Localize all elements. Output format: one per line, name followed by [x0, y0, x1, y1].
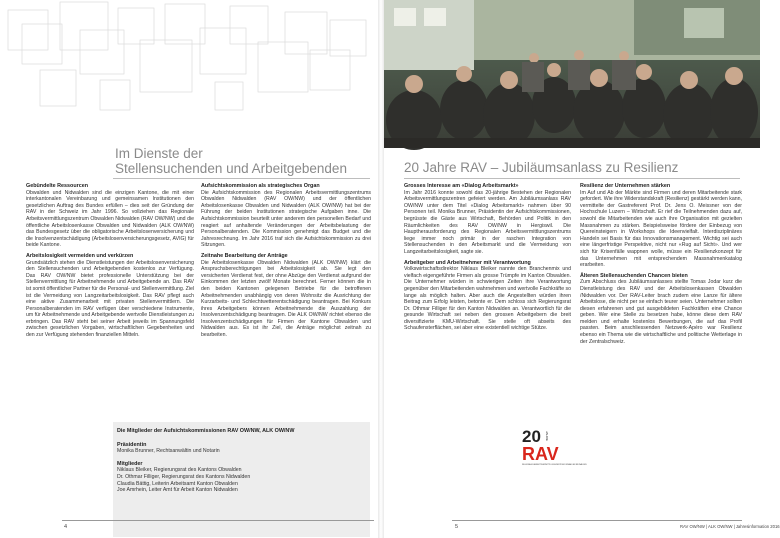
- section-title: Gebündelte Ressourcen: [26, 183, 89, 189]
- member-item: Joe Amrhein, Leiter Amt für Arbeit Kanton Nidwalden: [117, 487, 238, 494]
- event-photo-illustration: [384, 0, 760, 148]
- right-footer-rule: [452, 520, 742, 521]
- rav-20-logo: [520, 426, 587, 468]
- decorative-squares: [0, 0, 378, 120]
- section-text: Zum Abschluss des Jubiläumsanlasses stellte Tomas Jodar kurz die Dienstleistung des RAV und der Arbeitslosenkassen Obwalden /Nidwalden vor. Der RAV-Leiter brach zudem eine Lanze für ältere Arbeitslose, die nicht per se einfach teurer seien. Unternehmer sollten diesen erfahrenen und gut ausgebildeten Fachkräften eine Chance geben. Wer eine Stelle zu besetzen habe, könne diese dem RAV melden und erhalte kostenlos Bewerbungen, die auf das Profil passten. Beim anschliessenden Netzwerk-Apéro war Resilienz ebenso ein Thema wie die wirtschaftliche und politische Wetterlage in der Zentralschweiz.: [580, 279, 742, 345]
- members-label: Mitglieder: [117, 460, 143, 467]
- president-name: Monika Brunner, Rechtsanwältin und Notarin: [117, 448, 220, 455]
- left-footer-rule: [62, 520, 374, 521]
- footer-text: RAV OW/NW | ALK OW/NW | Jahresinformation 2016: [680, 524, 780, 529]
- section-title: Arbeitgeber und Arbeitnehmer mit Verantwortung: [404, 259, 531, 266]
- logo-number: 20: [522, 427, 541, 446]
- members-title: Die Mitglieder der Aufsichtskommissionen RAV OW/NW, ALK OW/NW: [117, 428, 295, 434]
- right-page-number: 5: [455, 524, 459, 530]
- member-item: Niklaus Bleiker, Regierungsrat des Kantons Obwalden: [117, 467, 242, 474]
- member-item: Claudia Bättig, Leiterin Arbeitsamt Kanton Obwalden: [117, 480, 238, 487]
- president-label: Präsidentin: [117, 441, 147, 448]
- heading-line-1: Im Dienste der: [115, 146, 203, 161]
- president-block: [117, 442, 366, 455]
- left-column-2: [201, 183, 371, 343]
- left-heading-rule: [113, 178, 370, 179]
- logo-word: RAV: [522, 444, 559, 464]
- section-text: Im Auf und Ab der Märkte sind Firmen und deren Mitarbeitende stark gefordert. Wie ihre Widerstandskraft (Resilienz) gestärkt werden kann, vermittelte der Gastreferent Prof. Dr. Jens O. Meissner von der Hochschule Luzern – Wirtschaft. Er rief die Teilnehmenden dazu auf, sowohl die Mitarbeitenden wie auch ihre Organisation mit gezielten Massnahmen zu stärken. Beispielsweise fördere der Einbezug von Quereinsteigern in Workshops die Ideenvielfalt. Interdisziplinäres Handeln sei Basis für das Innovationsmanagement. Wichtig sei auch eine längerfristige Perspektive, nicht nur «Rug auf Sicht». Und wer sich für Krisenfälle wappnen wolle, müsse ein Resilienzkonzept für das Unternehmen mit entsprechendem Massnahmenkatalog erarbeiten.: [580, 189, 742, 269]
- heading-line-2: Stellensuchenden und Arbeitgebenden: [115, 161, 347, 176]
- section-text: Im Jahr 2016 konnte sowohl das 20-jährige Bestehen der Regionalen Arbeitsvermittlungszentren gefeiert werden. Am Jubiläumsanlass RAV OW/NW unter dem Titel «Dialog Arbeitsmarkt» nahmen über 90 Personen teil. Monika Brunner, Präsidentin der Aufsichtskommissionen, begrüsste die Gäste aus Wirtschaft, Behörden und Politik in den Räumlichkeiten des RAV OW/NW in Hergiswil. Die Hauptherausforderung des Regionalen Arbeitsvermittlungszentrums liege immer noch primär in der raschen Integration von Stellensuchenden in den Arbeitsmarkt und die Vermeidung von Langzeitarbeitslosigkeit, sagte sie.: [404, 189, 571, 255]
- section-text: Die Arbeitslosenkasse Obwalden Nidwalden (ALK OW/NW) klärt die Anspruchsberechtigungen bei Arbeitslosigkeit ab. Sie legt den versicherten Verdienst fest, der ohne Abzüge den Verdienst aufgrund der Einkommen der letzten zwölf Monate berechnet. Ferner können die in den beiden Kantonen gelegenen Betriebe für die betroffenen Arbeitnehmenden unabhängig von deren Wohnsitz die Ausrichtung der Kurzarbeits- und Schlechtwetterentschädigung beantragen. Bei Konkurs ihres Arbeitgebers können Arbeitnehmende die Auszahlung der Insolvenzentschädigung beantragen. Die ALK OW/NW richtet ebenso die Insolvenzentschädigungen für Firmen der Kantone Obwalden und Nidwalden aus. Es ist ihr Ziel, die Anträge möglichst zeitnah zu bearbeiten.: [201, 259, 371, 339]
- section-title: Grosses Interesse am «Dialog Arbeitsmarkt»: [404, 183, 519, 189]
- right-page-heading: 20 Jahre RAV – Jubiläumsanlass zu Resilienz: [404, 160, 679, 175]
- section-title: Resilienz der Unternehmen stärken: [580, 183, 671, 189]
- member-item: Dr. Othmar Filliger, Regierungsrat des Kantons Nidwalden: [117, 473, 251, 480]
- section-title: Aufsichtskommission als strategisches Organ: [201, 183, 320, 189]
- left-page-number: 4: [64, 524, 68, 530]
- left-page-heading: [115, 146, 375, 176]
- section-title: Arbeitslosigkeit vermeiden und verkürzen: [26, 252, 134, 259]
- event-photo: [384, 0, 760, 148]
- logo-side-text: JAHRE: [545, 431, 549, 441]
- right-column-2: [580, 183, 742, 349]
- right-heading-rule: [404, 178, 740, 179]
- section-title: Älteren Stellensuchenden Chancen bieten: [580, 272, 688, 279]
- members-block: [117, 461, 366, 494]
- left-column-1: [26, 183, 194, 343]
- section-text: Volkswirtschaftsdirektor Niklaus Bleiker nannte den Branchenmix und vielfach eigengeführte Firmen als grosse Trümpfe im Kanton Obwalden. Die Unternehmer würden in schwierigen Zeiten ihre Verantwortung gegenüber den Mitarbeitenden wahrnehmen und wertvolle Fachkräfte so lange als möglich halten. Aber auch die Angestellten würden ihren Beitrag zum Erfolg leisten, betonte er. Dem schloss sich Regierungsrat Dr. Othmar Filliger für den Kanton Nidwalden an. Verantwortlich für die gesunde Wirtschaft sei neben den grossen Arbeitgebern die breit diversifizierte KMU-Wirtschaft. Sie stelle oft abseits des Schaufensterflächen, sei aber eine existentiell wichtige Stütze.: [404, 266, 571, 332]
- section-title: Zeitnahe Bearbeitung der Anträge: [201, 252, 288, 259]
- section-text: Die Aufsichtskommission des Regionalen Arbeitsvermittlungszentrums Obwalden Nidwalden (RAV OW/NW) und der öffentlichen Arbeitslosenkasse Obwalden und Nidwalden (ALK OW/NW) hat bei der Führung der beiden Institutionen strategische Aufgaben inne. Die Aufsichtskommission beurteilt unter anderem den personellen Bedarf und reagiert auf anhaltende Veränderungen der Arbeitsbelastung der Personalberatenden. Die Kommission genehmigt das Budget und die Jahresrechnung. Im Jahr 2016 traf sich die Aufsichtskommission zu drei Sitzungen.: [201, 189, 371, 249]
- logo-subtitle: REGIONALES ARBEITSVERMITTLUNGSZENTRUM OBWALDEN NIDWALDEN: [522, 464, 587, 466]
- section-text: Grundsätzlich stehen die Dienstleistungen der Arbeitslosenversicherung den Stellensuchenden und Arbeitgebenden kostenlos zur Verfügung. Das RAV OW/NW bietet professionelle Unterstützung bei der Stellenvermittlung für Arbeitnehmende und Arbeitgebende an. Das RAV ist somit öffentlicher Partner für die Personal- und Stellenvermittlung. Ziel ist die Vermeidung von Langzeitarbeitslosigkeit. Das RAV pflegt auch eine aktive Zusammenarbeit mit privaten Stellenvermittlern. Die Personalberatenden im RAV verfügen über verschiedene Instrumente, um für Arbeitnehmende und Arbeitgebende wertvolle Dienstleistungen zu erbringen. Das RAV steht bei seiner Arbeit jeweils im Spannungsfeld zwischen gesetzlichen Vorgaben, wirtschaftlichen Gegebenheiten und den zur Verfügung stehenden finanziellen Mitteln.: [26, 259, 194, 339]
- section-text: Obwalden und Nidwalden sind die einzigen Kantone, die mit einer interkantonalen Vereinbarung und gemeinsamen Institutionen den gesetzlichen Auftrag des Bundes erfüllen – dies seit der Gründung der RAV in der Schweiz im Jahr 1996. So vollziehen das Regionale Arbeitsvermittlungszentrum Obwalden Nidwalden (RAV OW/NW) und die öffentliche Arbeitslosenkasse Obwalden und Nidwalden (ALK OW/NW) das Bundesgesetz über die obligatorische Arbeitslosenversicherung und die Insolvenzentschädigung (Arbeitslosenversicherungsgesetz, AVIG) für beide Kantone.: [26, 189, 194, 249]
- right-column-1: [404, 183, 571, 336]
